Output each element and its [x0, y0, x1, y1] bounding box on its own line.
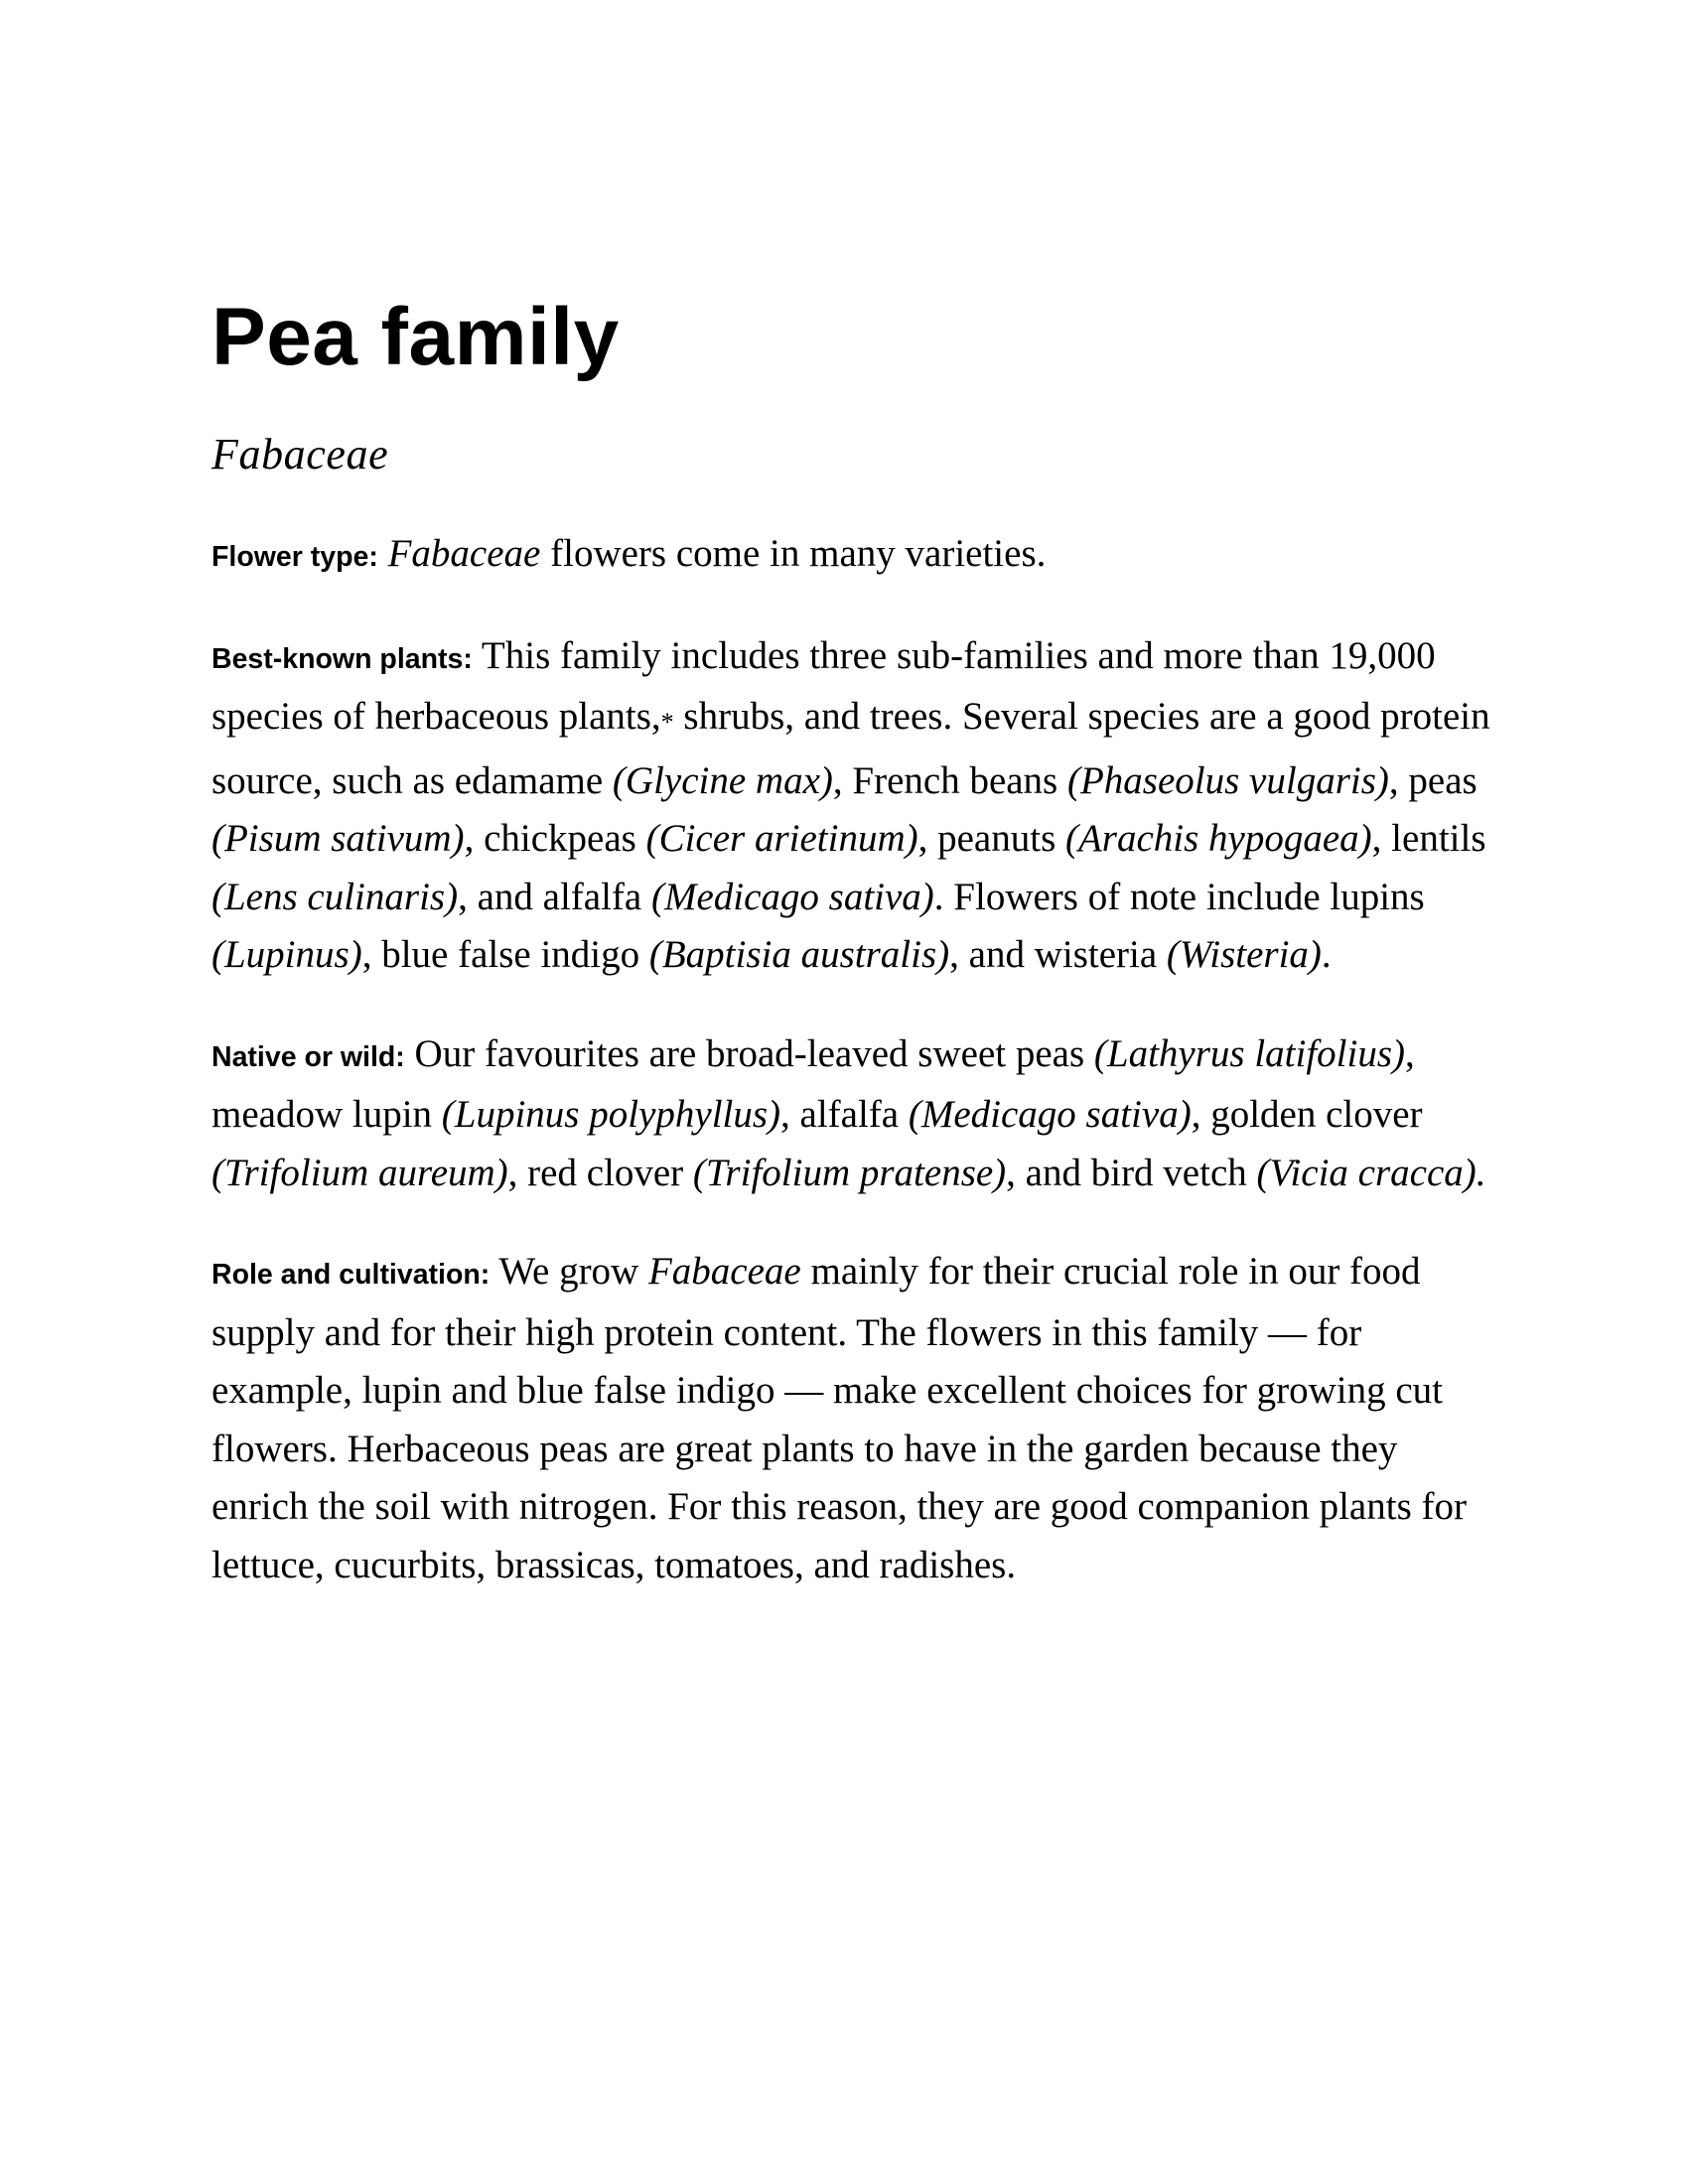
italic-text: (Medicago sativa): [650, 875, 934, 918]
body-text: , golden clover: [1191, 1093, 1423, 1136]
label-flower-type: Flower type:: [211, 541, 378, 573]
body-text: This family includes three sub-families and more than 19,000 species of herbaceous plants,: [211, 633, 1436, 738]
body-text: , and bird vetch: [1006, 1151, 1257, 1194]
italic-text: (Medicago sativa): [908, 1093, 1192, 1136]
italic-text: (Glycine max): [612, 758, 833, 802]
document-page: [211, 288, 1502, 1594]
body-text: flowers come in many varieties.: [540, 532, 1047, 575]
italic-text: (Cicer arietinum): [645, 817, 918, 860]
page-subtitle: Fabaceae: [211, 430, 389, 478]
italic-text: (Pisum sativum): [211, 817, 465, 860]
body-text: , peanuts: [917, 817, 1065, 860]
body-text: , French beans: [832, 758, 1067, 802]
body-text: .: [1321, 933, 1332, 976]
body-text: , chickpeas: [464, 817, 646, 860]
italic-text: Fabaceae: [387, 532, 541, 575]
body-text: , peas: [1388, 758, 1477, 802]
page-title: Pea family: [211, 292, 620, 382]
body-text: , alfalfa: [780, 1093, 909, 1136]
body-text: , blue false indigo: [361, 933, 649, 976]
footnote-star: *: [660, 708, 674, 737]
body-text: shrubs, and trees. Several species are a good protein source, such as edamame: [211, 695, 1490, 802]
body-text: We grow: [490, 1250, 648, 1293]
body-text: . Flowers of note include lupins: [933, 875, 1425, 918]
body-text: , red clover: [507, 1151, 693, 1194]
label-native-wild: Native or wild:: [211, 1040, 405, 1073]
body-text: , and alfalfa: [458, 875, 651, 918]
italic-text: (Trifolium pratense): [692, 1151, 1007, 1194]
body-text: Our favourites are broad-leaved sweet peas: [404, 1031, 1094, 1075]
italic-text: (Vicia cracca).: [1256, 1151, 1486, 1194]
italic-text: Fabaceae: [647, 1250, 801, 1293]
paragraph-flower-type: [211, 525, 1502, 587]
body-text: , lentils: [1371, 817, 1486, 860]
body-text: , and wisteria: [949, 933, 1167, 976]
italic-text: (Wisteria): [1166, 933, 1322, 976]
italic-text: (Phaseolus vulgaris): [1067, 758, 1389, 802]
italic-text: (Baptisia australis): [648, 933, 950, 976]
body-text: , meadow lupin: [211, 1031, 1415, 1136]
italic-text: (Lupinus): [211, 933, 362, 976]
label-best-known: Best-known plants:: [211, 642, 473, 675]
paragraph-role-cultivation: [211, 1243, 1502, 1594]
paragraph-best-known: [211, 627, 1502, 985]
italic-text: (Arachis hypogaea): [1065, 817, 1372, 860]
italic-text: (Trifolium aureum): [211, 1151, 508, 1194]
italic-text: (Lens culinaris): [211, 875, 459, 918]
italic-text: (Lupinus polyphyllus): [441, 1093, 781, 1136]
italic-text: (Lathyrus latifolius): [1093, 1031, 1406, 1075]
body-text: mainly for their crucial role in our food supply and for their high protein content. The flowers in this family — for example, lupin and blue false indigo — make excellent choices for growing cut flowers. Herbaceous peas are great plants to have in the garden because they enrich the soil with nitrogen. For this reason, they are good companion plants for lettuce, cucurbits, brassicas, tomatoes, and radishes.: [211, 1250, 1467, 1586]
label-role-cultivation: Role and cultivation:: [211, 1259, 491, 1291]
paragraph-native-wild: [211, 1025, 1502, 1203]
